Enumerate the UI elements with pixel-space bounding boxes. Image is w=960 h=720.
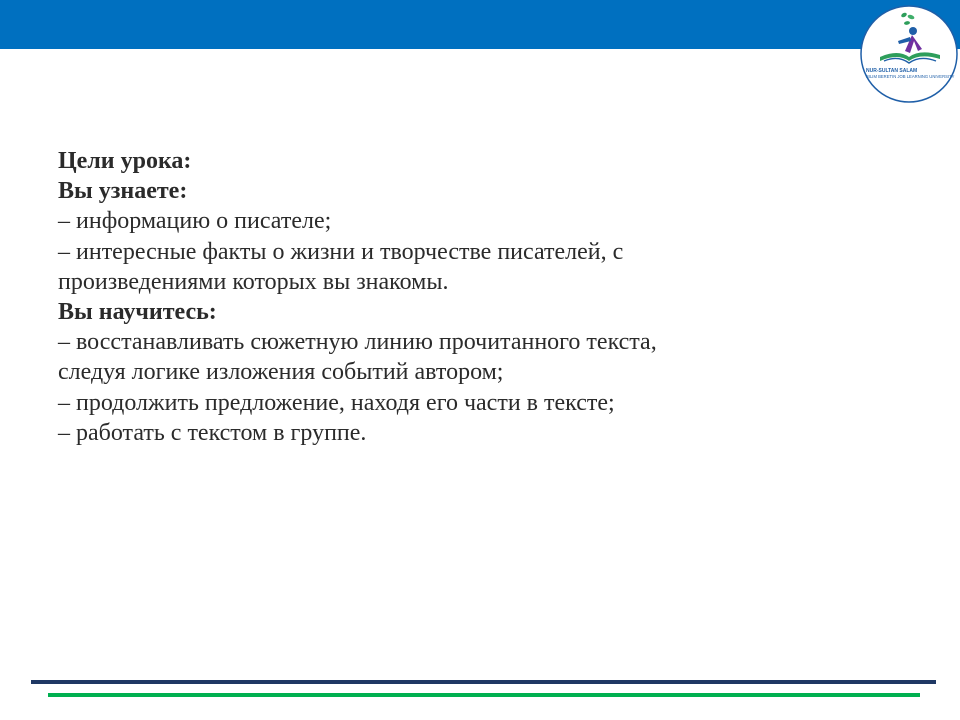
- logo-text-line1: NUR-SULTAN SALAM: [866, 68, 918, 74]
- learn-item: – информацию о писателе;: [58, 208, 332, 235]
- goals-heading: Цели урока:: [58, 148, 192, 174]
- footer-divider-dark: [31, 680, 936, 684]
- learn-item-continuation: произведениями которых вы знакомы.: [58, 268, 449, 295]
- skill-item: – работать с текстом в группе.: [58, 419, 367, 446]
- skill-item: – восстанавливать сюжетную линию прочитанного текста,: [58, 329, 657, 356]
- header-bar: [0, 0, 960, 49]
- skills-heading: Вы научитесь:: [58, 299, 217, 326]
- footer-divider-green: [48, 693, 920, 697]
- skill-item-continuation: следуя логике изложения событий автором;: [58, 359, 504, 386]
- learn-heading: Вы узнаете:: [58, 178, 188, 205]
- lesson-goals-text: [58, 146, 918, 448]
- logo-text-line2: BILIM BERETIN JOB LEARNING UNIVERSITY: [866, 74, 955, 79]
- university-logo: [858, 1, 960, 109]
- learn-item: – интересные факты о жизни и творчестве писателей, с: [58, 238, 624, 265]
- skill-item: – продолжить предложение, находя его части в тексте;: [58, 389, 615, 416]
